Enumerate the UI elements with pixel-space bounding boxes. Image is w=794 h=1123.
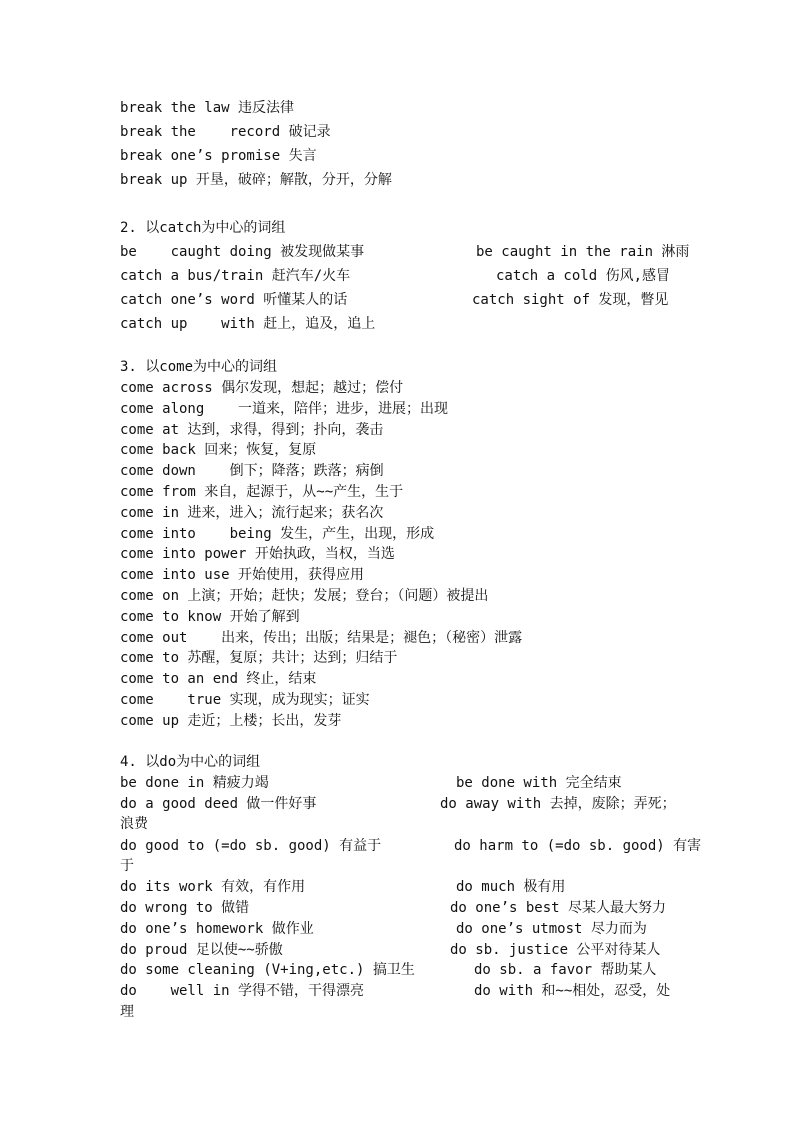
phrase-line: do much 极有用 bbox=[456, 879, 566, 895]
phrase-line: do one’s utmost 尽力而为 bbox=[456, 921, 647, 937]
phrase-line: do its work 有效，有作用 bbox=[120, 879, 306, 895]
phrase-line: catch sight of 发现，瞥见 bbox=[472, 292, 669, 308]
phrase-line: do one’s homework 做作业 bbox=[120, 921, 314, 937]
phrase-line: come at 达到，求得，得到；扑向，袭击 bbox=[120, 422, 384, 438]
phrase-line: do one’s best 尽某人最大努力 bbox=[450, 900, 667, 916]
phrase-line: do harm to (=do sb. good) 有害 bbox=[454, 838, 702, 854]
phrase-line: do with 和~~相处，忍受，处 bbox=[474, 983, 671, 999]
phrase-line: come into being 发生，产生，出现，形成 bbox=[120, 526, 435, 542]
phrase-line: come into use 开始使用，获得应用 bbox=[120, 567, 365, 583]
phrase-line: come down 倒下；降落；跌落；病倒 bbox=[120, 463, 384, 479]
phrase-line: do a good deed 做一件好事 bbox=[120, 796, 317, 812]
section-heading: 3. 以come为中心的词组 bbox=[120, 359, 278, 375]
phrase-line: be caught in the rain 淋雨 bbox=[476, 244, 690, 260]
phrase-line: come into power 开始执政，当权，当选 bbox=[120, 546, 395, 562]
phrase-line: be caught doing 被发现做某事 bbox=[120, 244, 365, 260]
phrase-line: do some cleaning (V+ing,etc.) 搞卫生 bbox=[120, 962, 415, 978]
phrase-line: come along 一道来，陪伴；进步，进展；出现 bbox=[120, 401, 449, 417]
phrase-line: break one’s promise 失言 bbox=[120, 148, 317, 164]
phrase-line: do proud 足以使~~骄傲 bbox=[120, 942, 283, 958]
phrase-line: come to know 开始了解到 bbox=[120, 609, 300, 625]
phrase-line: be done in 精疲力竭 bbox=[120, 775, 269, 791]
phrase-line: catch a cold 伤风,感冒 bbox=[496, 268, 671, 284]
phrase-line: break up 开垦，破碎；解散，分开，分解 bbox=[120, 172, 392, 188]
phrase-line: be done with 完全结束 bbox=[456, 775, 622, 791]
phrase-line: come across 偶尔发现，想起；越过；偿付 bbox=[120, 380, 404, 396]
phrase-line: catch a bus/train 赶汽车/火车 bbox=[120, 268, 351, 284]
phrase-line: do wrong to 做错 bbox=[120, 900, 250, 916]
phrase-line: catch up with 赶上，追及，追上 bbox=[120, 316, 376, 332]
phrase-line-continuation: 理 bbox=[120, 1004, 134, 1020]
section-heading: 2. 以catch为中心的词组 bbox=[120, 220, 286, 236]
phrase-line: come back 回来；恢复，复原 bbox=[120, 442, 317, 458]
phrase-line: come in 进来，进入；流行起来；获名次 bbox=[120, 505, 384, 521]
phrase-line: come to 苏醒，复原；共计；达到；归结于 bbox=[120, 650, 398, 666]
phrase-line: break the law 违反法律 bbox=[120, 100, 295, 116]
phrase-line: come out 出来，传出；出版；结果是；褪色；（秘密）泄露 bbox=[120, 630, 523, 646]
phrase-line: do away with 去掉，废除；弄死； bbox=[440, 796, 676, 812]
phrase-line: do good to (=do sb. good) 有益于 bbox=[120, 838, 382, 854]
phrase-line: break the record 破记录 bbox=[120, 124, 331, 140]
phrase-line-continuation: 于 bbox=[120, 858, 134, 874]
phrase-line: catch one’s word 听懂某人的话 bbox=[120, 292, 348, 308]
phrase-line: do sb. justice 公平对待某人 bbox=[450, 942, 661, 958]
phrase-line: come to an end 终止，结束 bbox=[120, 671, 317, 687]
phrase-line: come true 实现，成为现实；证实 bbox=[120, 692, 370, 708]
section-heading: 4. 以do为中心的词组 bbox=[120, 754, 261, 770]
phrase-line: do sb. a favor 帮助某人 bbox=[474, 962, 657, 978]
phrase-line: come on 上演；开始；赶快；发展；登台；（问题）被提出 bbox=[120, 588, 489, 604]
phrase-line: come from 来自，起源于，从~~产生，生于 bbox=[120, 484, 404, 500]
phrase-line-continuation: 浪费 bbox=[120, 816, 148, 832]
phrase-line: do well in 学得不错，干得漂亮 bbox=[120, 983, 365, 999]
phrase-line: come up 走近；上楼；长出，发芽 bbox=[120, 713, 342, 729]
